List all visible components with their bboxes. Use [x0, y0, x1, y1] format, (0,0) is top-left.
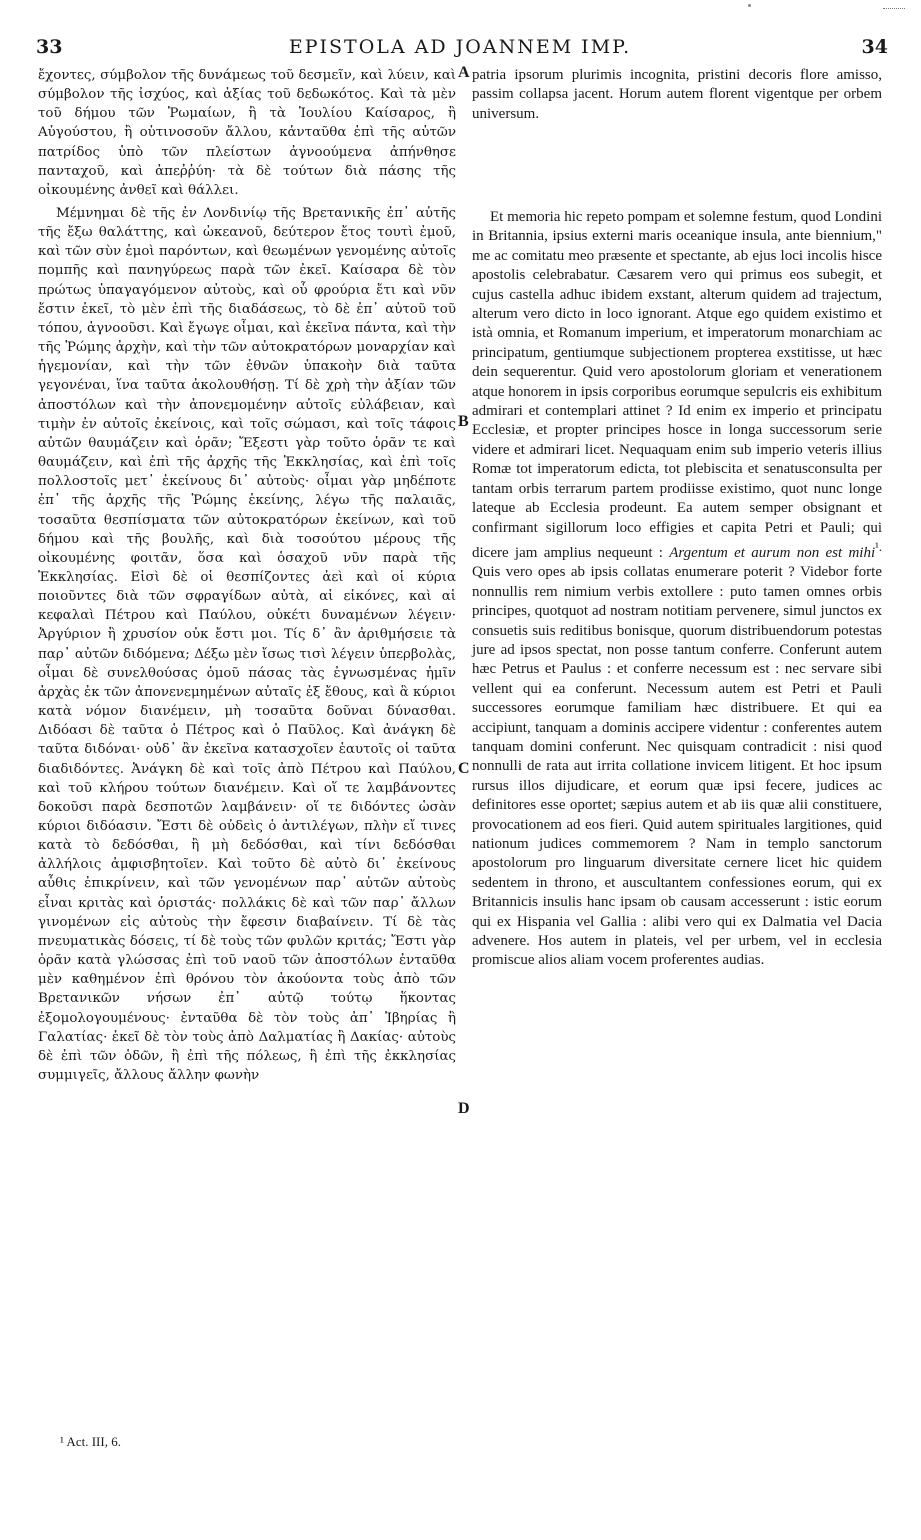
page-header [30, 36, 890, 62]
page-number-right: 34 [861, 36, 888, 58]
margin-marker-d: D [458, 1100, 470, 1117]
margin-marker-b: B [458, 413, 469, 430]
latin-scripture-quote: Argentum et aurum non est mihi [669, 544, 876, 561]
running-title: EPISTOLA AD JOANNEM IMP. [288, 36, 632, 58]
greek-paragraph-body: Μέμνημαι δὲ τῆς ἐν Λονδινίῳ τῆς Βρετανικῆς ἐπ᾽ αὐτῆς τῆς ἔξω θαλάττης, καὶ ὠκεανοῦ, δεύτερον ἔτος τουτὶ ἐμοῦ, καὶ τῶν σὺν ἐμοὶ παρόντων, καὶ θεωμένων γενομένης αὐτοῖς πομπῆς καὶ πανηγύρεως παρὰ τῶν ἐκεῖ. Καίσαρα δὲ τὸν πρώτως ὑπαγαγόμενον αὐτοὺς, καὶ οὗ φρούρια ἔτι καὶ νῦν ἔστιν ἐκεῖ, τὸ μὲν ἐπὶ τῆς διαδάσεως, τὸ δὲ ἐπ᾽ αὐτοῦ τοῦ τόπου, ἀγνοοῦσι. Καὶ ἔγωγε οἶμαι, καὶ ἐκεῖνα πάντα, καὶ τὴν τῆς Ῥώμης ἀρχὴν, καὶ τὴν τῶν αὐτοκρατόρων μοναρχίαν καὶ ἡγεμονίαν, καὶ τὴν τῶν ἐθνῶν ὑπακοὴν διὰ ταῦτα γεγονέναι, ἵνα ταῦτα ἀκολουθήσῃ. Τί δὲ χρὴ τὴν ἀξίαν τῶν ἀποστόλων καὶ τὴν ἀπονεμομένην αὐτοῖς εὐλάβειαν, καὶ τιμὴν ἐν αὐτοῖς ἐκείνοις, καὶ τοῖς σώμασι, καὶ τοῖς τάφοις αὐτῶν θαυμάζειν καὶ ὁρᾶν; Ἔξεστι γὰρ τοῦτο ὁρᾶν τε καὶ θαυμάζειν, καὶ ἐπὶ τῆς ἀρχῆς τῆς Ἐκκλησίας, καὶ ἐπὶ τοῖς πολλοστοῖς μετ᾽ ἐκείνους δι᾽ αὐτοὺς· οἶμαι γὰρ μηδέποτε ἐπ᾽ τῆς ἀρχῆς τῆς Ῥώμης ἐκείνης, λέγω τῆς παλαιᾶς, τοσαῦτα θεσπίσματα τῶν αὐτοκρατόρων ἐκείνων, καὶ τοῦ δήμου καὶ τῆς βουλῆς, καὶ διὰ τοσούτου μέρους τῆς οἰκουμένης φοιτᾶν, ὅσα καὶ ὁσαχοῦ νῦν παρὰ τῆς Ἐκκλησίας. Εἰσὶ δὲ οἱ θεσπίζοντες ἀεὶ καὶ οἱ κύρια ποιοῦντες διὰ τῶν σφραγίδων αὐτὰ, αἱ εἰκόνες, καὶ αἱ κεφαλαὶ Πέτρου καὶ Παύλου, οὐκέτι δυναμένων λέγειν· Ἀργύριον ἢ χρυσίον οὐκ ἔστι μοι. Τίς δ᾽ ἂν ἀριθμήσειε τὰ παρ᾽ αὐτῶν διδόμενα; Δέξω μὲν ἴσως τισὶ λέγειν ὑπερβολὰς, οἶμαι δὲ συνελθούσας ὁμοῦ πάσας τὰς ἐγνωσμένας ἡμῖν ἀρχὰς ἐκ τῶν ἀπονενεμημένων αὐταῖς ἐξ ἔθους, καὶ ἃ κύριοι κατὰ νόμον διανέμειν, μὴ τοσαῦτα δοῦναι δύνασθαι. Διδόασι δὲ ταῦτα ὁ Πέτρος καὶ ὁ Παῦλος. Καὶ ἀνάγκη δὲ ταῦτα διδόναι· οὐδ᾽ ἂν ἐκεῖνα κατασχοῖεν ἑαυτοῖς οἱ ταῦτα διαδιδόντες. Ἀνάγκη δὲ καὶ τοῖς ἀπὸ Πέτρου καὶ Παύλου, καὶ τοῦ κλήρου τούτων διανέμειν. Καὶ οἵ τε λαμβάνοντες δοκοῦσι παρὰ δεσποτῶν λαμβάνειν· οἵ τε διδόντες ὡσὰν κύριοι διδόασιν. Ἔστι δὲ οὐδεὶς ὁ ἀντιλέγων, πλὴν εἴ τινες κατὰ τὸ δεδόσθαι, ἢ μὴ δεδόσθαι, καὶ τίνι δεδόσθαι ἀλλήλοις ἀμφισβητοῖεν. Καὶ τοῦτο δὲ αὐτὸ δι᾽ ἐκείνους αὖθις ἐπικρίνειν, καὶ τῶν γενομένων παρ᾽ αὐτῶν αὐτοὺς εἶναι κριτὰς καὶ ὁριστάς· πολλάκις δὲ καὶ τῶν παρ᾽ ἄλλων γινομένων εἰς αὐτοὺς τὴν ἔφεσιν διαβαίνειν. Τί δὲ τὰς πνευματικὰς δόσεις, τί δὲ τοὺς τῶν φυλῶν κριτάς; Ἔστι γὰρ ὁρᾶν κατὰ γλώσσας ἐπὶ τοῦ ναοῦ τῶν ἀποστόλων ἐνταῦθα μὲν καθημένον ἐπὶ θρόνου τὸν ἀκούοντα τοὺς ἀπὸ τῶν Βρετανικῶν νήσων ἐπ᾽ αὐτῷ τούτῳ ἥκοντας ἐξομολογουμένους· ἐνταῦθα δὲ τὸν τοὺς ἀπ᾽ Ἰβηρίας ἢ Γαλατίας· ἐκεῖ δὲ τὸν τοὺς ἀπὸ Δαλματίας ἢ Δακίας· αὐτοὺς δὲ ἐπὶ τῶν ὁδῶν, ἢ ἐπὶ τῆς πόλεως, ἢ ἐπὶ τῆς ἐκκλησίας συμμιγεῖς, ἄλλους ἄλλην φωνὴν [38, 206, 456, 1084]
latin-body-part-1: Et memoria hic repeto pompam et solemne festum, quod Londini in Britannia, ipsius externi maris oceanique insula, ante biennium, [472, 209, 882, 245]
latin-paragraph-top: patria ipsorum plurimis incognita, pristini decoris flore amisso, passim collapsa jacent. Horum autem florent vigentque per orbem universum. [472, 67, 882, 122]
greek-column-top [38, 66, 456, 200]
latin-body-quote-mark: " [875, 228, 882, 245]
latin-paragraph-body [472, 208, 882, 971]
greek-column-body [38, 204, 456, 1085]
footnote: ¹ Act. III, 6. [60, 1434, 121, 1449]
margin-marker-c: C [458, 760, 470, 777]
greek-paragraph-top: ἔχοντες, σύμβολον τῆς δυνάμεως τοῦ δεσμεῖν, καὶ λύειν, καὶ σύμβολον τῆς ἰσχύος, καὶ ἀξίας τοῦ δεδωκότος. Καὶ τὰ μὲν τοῦ δήμου τῶν Ῥωμαίων, ἢ τὰ Ἰουλίου Καίσαρος, ἢ Αὐγούστου, ἢ οὑτινοσοῦν ἄλλου, κἀνταῦθα ἐπὶ τῆς αὐτῶν πατρίδος ὑπὸ τῶν πλείστων ἀγνοούμενα ἀπήνθησε πανταχοῦ, καὶ ἀπεῤῥύη· τὰ δὲ τούτων διὰ πάσης τῆς οἰκουμένης ἀνθεῖ καὶ θάλλει. [38, 68, 456, 198]
footnote-reference: ¹. [875, 539, 882, 554]
margin-marker-a: A [458, 64, 470, 81]
speck [748, 4, 751, 7]
page-smudge [883, 8, 905, 12]
page-number-left: 33 [36, 36, 63, 58]
latin-body-part-3: Quis vero opes ab ipsis collatas enumerare poterit ? Videbor forte nonnullis rem nimium verbis extollere : puto tamen omnes orbis principes, quotquot ad nostram notitiam pervenere, simul junctos ex consuetis suis reditibus bonisque, quorum distribuendorum potestas jure ad ipsos spectat, non posse tantum conferre. Conferunt autem hæc Petrus et Paulus : et conferre necessum est : nec servare sibi vellent qui ea conferunt. Necessum autem est Petri et Pauli successores eorumque familiam hæc distribuere. Et qui ea accipiunt, tanquam a dominis accipere videntur : conferentes autem tanquam domini conferunt. Nec quisquam contradicit : nisi quod nonnulli de rata aut irrita collatione invicem litigent. Et hoc ipsum rursus illos dijudicare, et eorum quæ ipsi fecere, judices ac definitores esse oportet; sæpius autem et ab iis quæ alii constituere, provocationem ad eos fieri. Quid autem spirituales largitiones, quid nationum judices commemorem ? Nam in templo sanctorum apostolorum pro linguarum diversitate cernere licet hic quidem sedentem in throno, et auscultantem confessiones eorum, qui ex Britannicis insulis hanc ipsam ob causam accesserunt : istic eorum qui ex Hispania vel Gallia : alibi vero qui ex Dalmatia vel Dacia advenere. Hos autem in plateis, vel per urbem, vel in ecclesia promiscue alios aliam vocem proferentes audias. [472, 564, 882, 969]
latin-body-part-2: me ac comitatu meo præsente et spectante, ab ejus loci incolis hisce apostolis celebrabatur. Cæsarem vero qui primus eos subegit, et cujus castella adhuc ibidem exstant, alterum quidem ad trajectum, alterum vero dicto in loco ignorant. Atque ego quidem existimo et istà omnia, et Romanum imperium, et imperatorum monarchiam ac principatum, gentiumque subjectionem propterea exstitisse, ut hæc dein sequerentur. Quid vero apostolorum gloriam et venerationem atque honorem in ipsis corporibus eorumque sepulcris eis exhibitum admirari et contemplari attinet ? Id enim ex imperio et principatu Ecclesiæ, et propter principes hosce in longa successorum serie videre et admirari licet. Nequaquam enim sub imperio veteris illius Romæ tot imperatorum edicta, tot plebiscita et senatusconsulta per tantam orbis terrarum partem prodiisse existimo, quot nunc longe lateque ab Ecclesia prodeunt. Ea autem semper obsignant et confirmant sigillorum loco effigies et capita Petri et Pauli; qui dicere jam amplius nequeunt : [472, 247, 882, 561]
latin-column-top [472, 66, 882, 124]
latin-column-body [472, 208, 882, 971]
